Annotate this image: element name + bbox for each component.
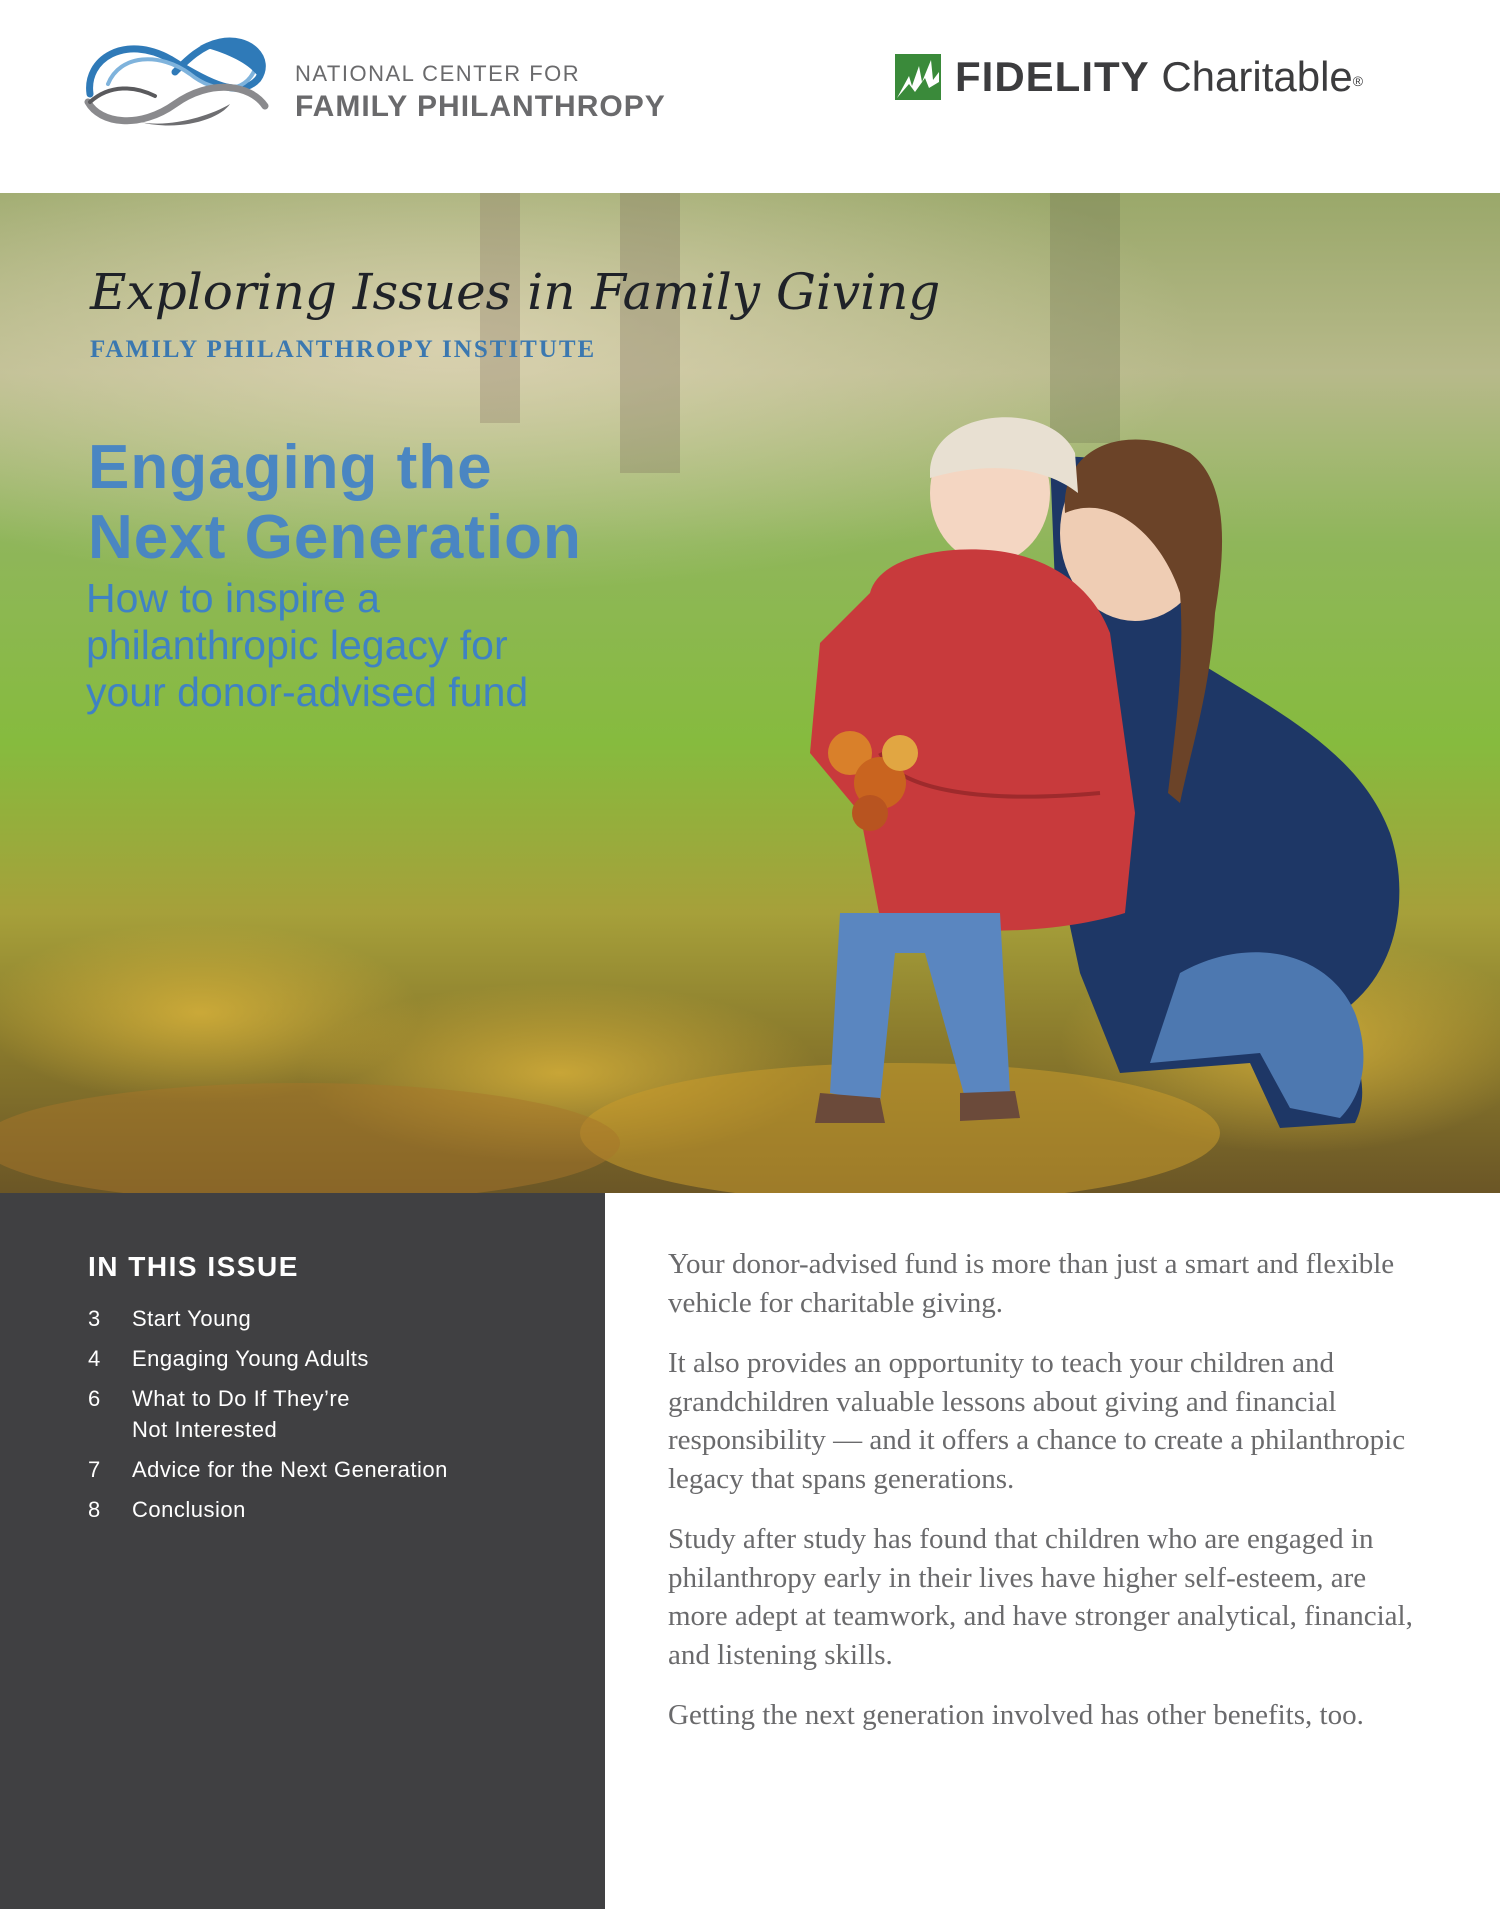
- toc-item-label: Conclusion: [132, 1497, 246, 1522]
- toc-page-number: 3: [88, 1306, 101, 1331]
- body-paragraph: Getting the next generation involved has other benefits, too.: [668, 1699, 1364, 1731]
- toc-item[interactable]: [88, 1383, 552, 1445]
- toc-item-label: Start Young: [132, 1306, 252, 1331]
- page-subtitle: [86, 575, 528, 716]
- toc-item[interactable]: [88, 1343, 552, 1374]
- fidelity-brand-light: Charitable: [1161, 53, 1353, 100]
- fidelity-leaf-icon: [895, 54, 941, 100]
- series-title: Exploring Issues in Family Giving: [90, 263, 941, 321]
- toc-page-number: 6: [88, 1386, 101, 1411]
- fidelity-brand-bold: FIDELITY: [955, 53, 1150, 100]
- fidelity-wordmark: [955, 54, 1363, 100]
- toc-item-label: What to Do If They’re Not Interested: [132, 1386, 350, 1442]
- body-paragraph: It also provides an opportunity to teach your children and grandchildren valuable lessons about giving and financial responsibility — and it offers a chance to create a philanthropic legacy that spans generations.: [668, 1347, 1406, 1495]
- body-paragraph: Your donor-advised fund is more than just a smart and flexible vehicle for charitable giving.: [668, 1248, 1395, 1319]
- toc-item[interactable]: [88, 1303, 552, 1334]
- toc-heading: IN THIS ISSUE: [88, 1251, 299, 1282]
- toc-item-label: Advice for the Next Generation: [132, 1457, 448, 1482]
- institute-label: FAMILY PHILANTHROPY INSTITUTE: [90, 336, 597, 363]
- subtitle-line: philanthropic legacy for: [86, 622, 508, 668]
- toc-page-number: 7: [88, 1457, 101, 1482]
- page-title-line1: Engaging the: [88, 433, 493, 502]
- page-title-line2: Next Generation: [88, 503, 582, 572]
- toc-page-number: 4: [88, 1346, 101, 1371]
- ncfp-wordmark: [295, 60, 666, 124]
- page-header: [0, 0, 1500, 193]
- infinity-wave-icon: [80, 24, 272, 134]
- intro-text: [668, 1245, 1428, 1757]
- subtitle-line: your donor-advised fund: [86, 669, 529, 715]
- toc-item[interactable]: [88, 1494, 552, 1525]
- toc-item[interactable]: [88, 1454, 552, 1485]
- ncfp-line1: NATIONAL CENTER FOR: [295, 61, 581, 86]
- hero-banner: [0, 193, 1500, 1193]
- toc-page-number: 8: [88, 1497, 101, 1522]
- in-this-issue-panel: [0, 1193, 605, 1909]
- ncfp-line2: FAMILY PHILANTHROPY: [295, 90, 666, 123]
- body-paragraph: Study after study has found that children who are engaged in philanthropy early in their lives have higher self-esteem, are more adept at teamwork, and have stronger analytical, financial, and listening skills.: [668, 1523, 1413, 1671]
- toc-list: [88, 1303, 552, 1534]
- subtitle-line: How to inspire a: [86, 575, 380, 621]
- toc-item-label: Engaging Young Adults: [132, 1346, 369, 1371]
- registered-mark: ®: [1352, 73, 1364, 89]
